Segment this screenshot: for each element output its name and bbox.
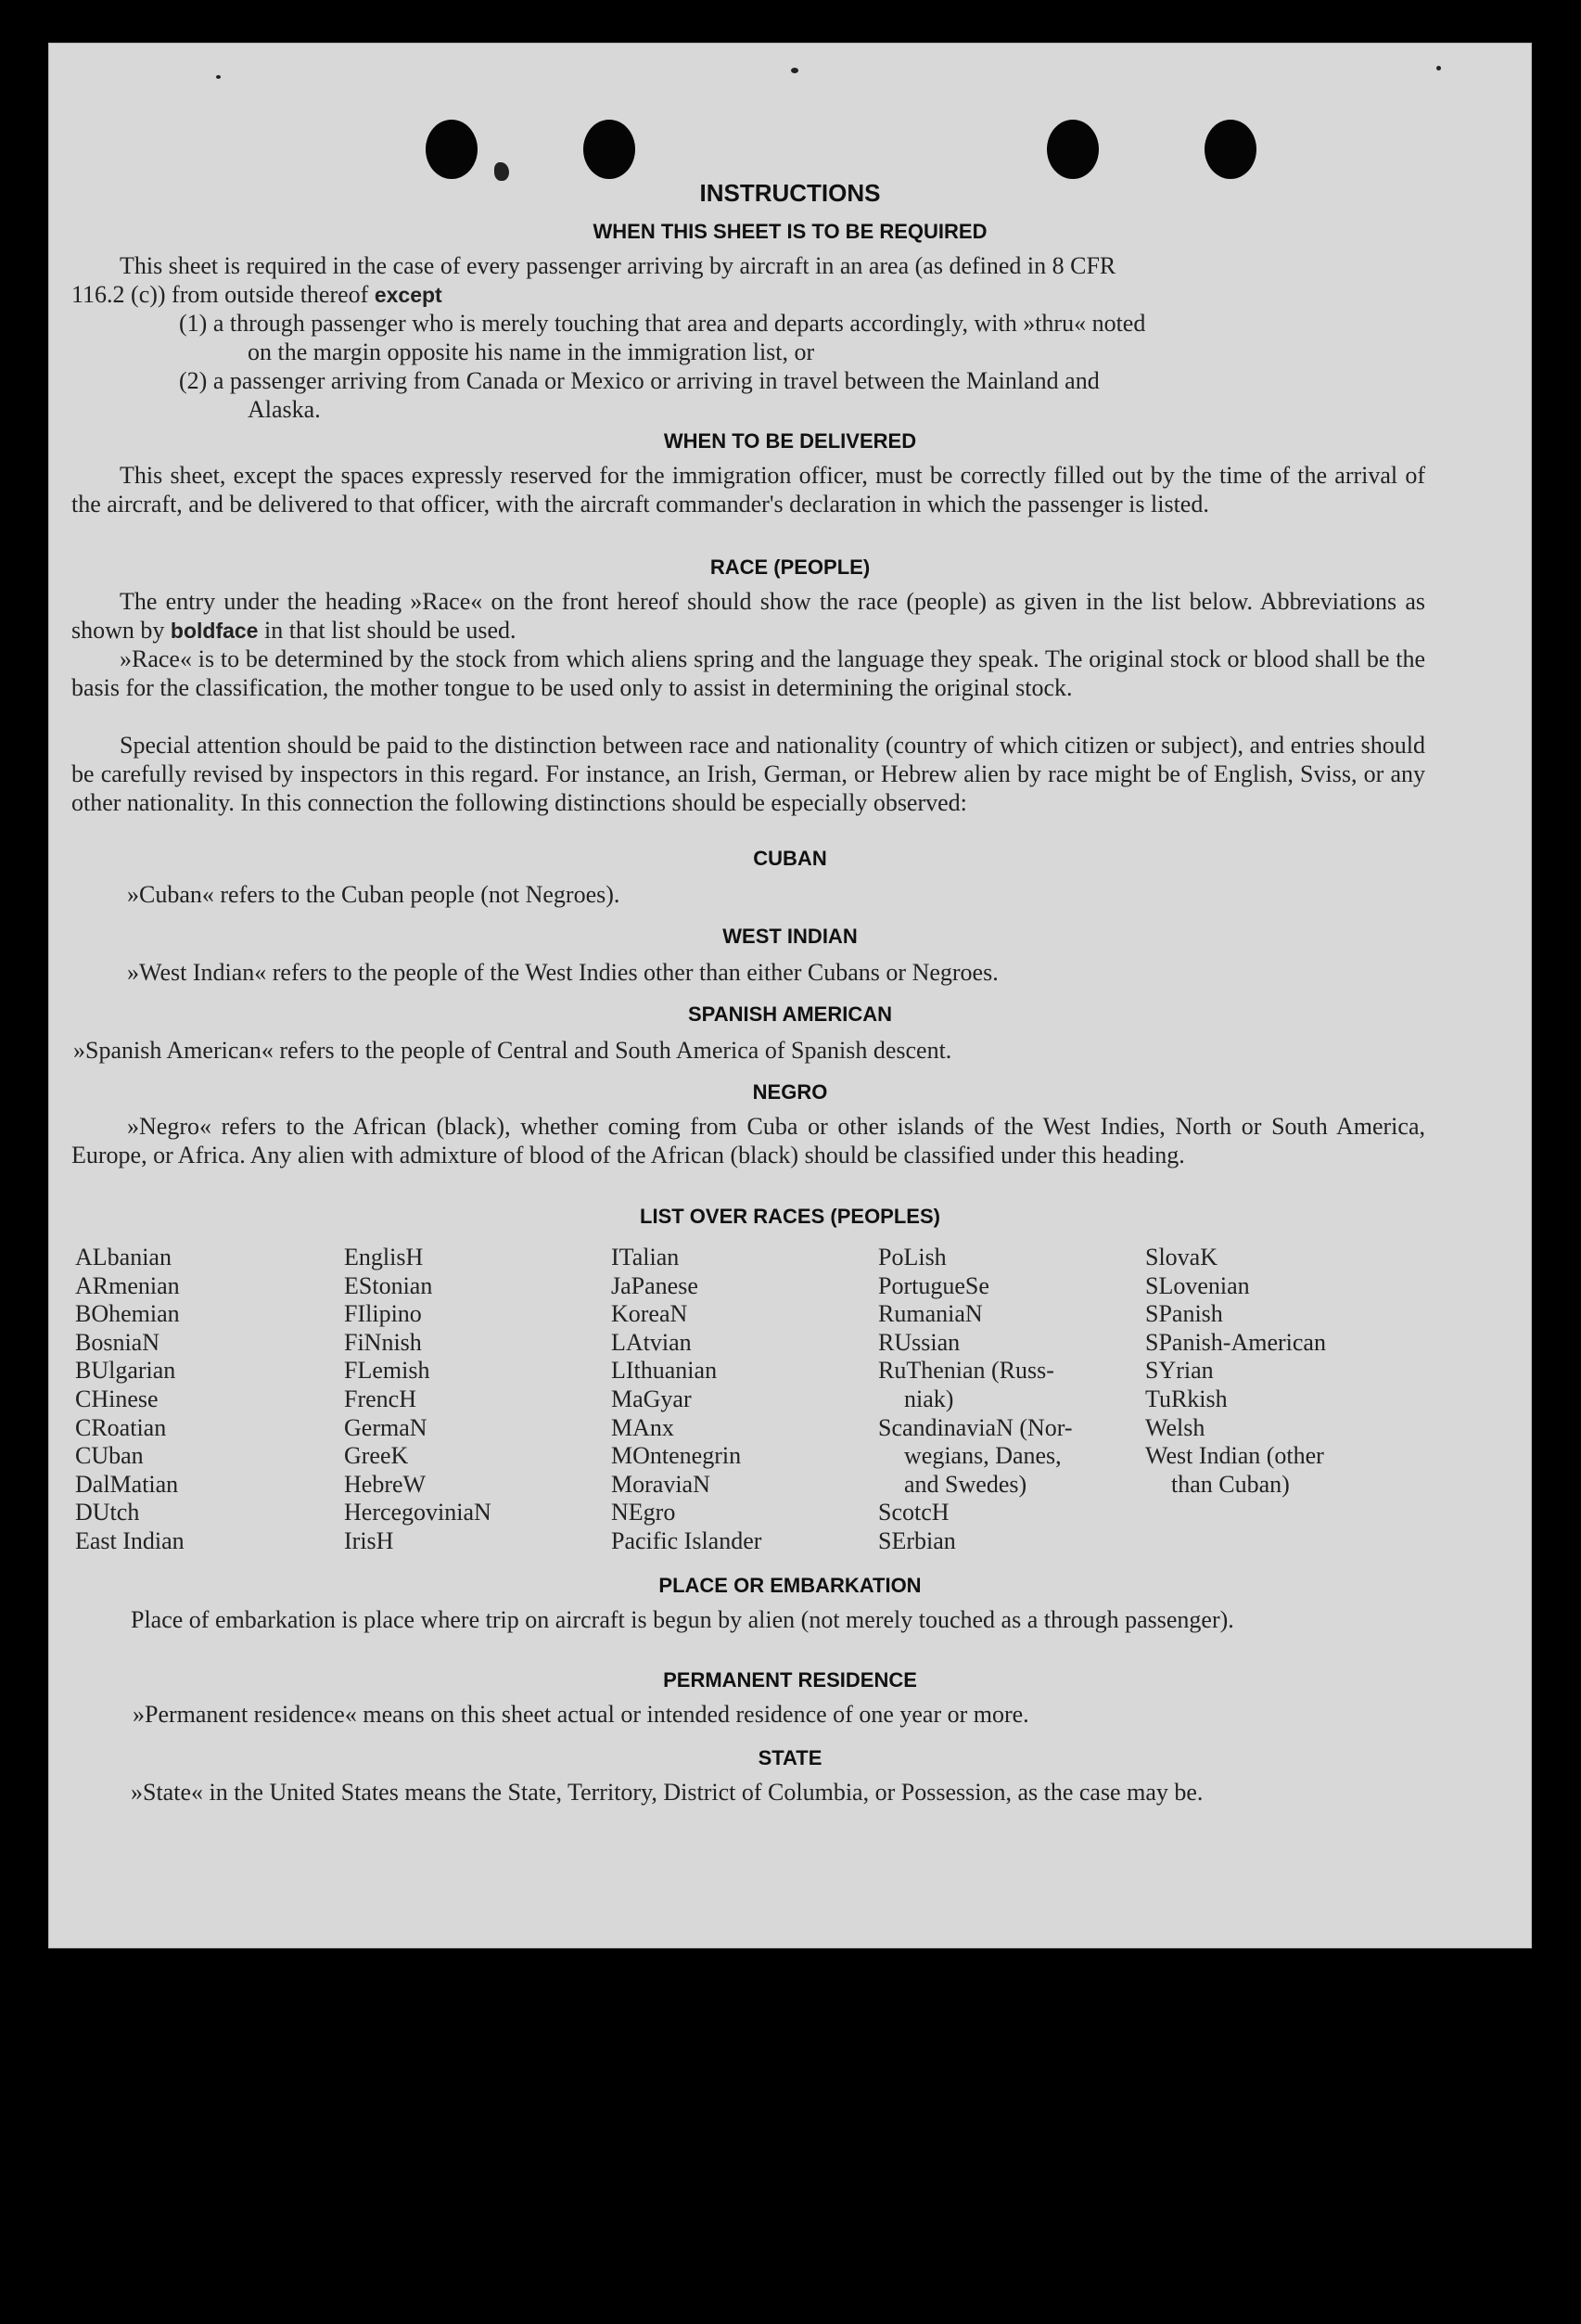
race-list-item: MoraviaN — [611, 1470, 710, 1498]
race-list-item: KoreaN — [611, 1300, 688, 1328]
except-bold: except — [374, 283, 442, 307]
heading-negro: NEGRO — [752, 1080, 828, 1104]
race-list-item-continued: than Cuban) — [1171, 1470, 1290, 1498]
race-list-item: TuRkish — [1145, 1385, 1228, 1412]
race-list-item: BosniaN — [75, 1328, 159, 1356]
race-list-item: FIlipino — [344, 1300, 422, 1328]
race-list-item: CHinese — [75, 1385, 159, 1412]
exception-2-line-1: (2) a passenger arriving from Canada or Mexico or arriving in travel between the Mainland and — [179, 367, 1100, 394]
race-list-item: West Indian (other — [1145, 1442, 1324, 1470]
heading-cuban: CUBAN — [753, 847, 827, 870]
permanent-residence-text: »Permanent residence« means on this sheet actual or intended residence of one year or more. — [133, 1701, 1029, 1728]
exception-2-line-2: Alaska. — [248, 396, 321, 423]
race-list-item-continued: wegians, Danes, — [904, 1442, 1062, 1470]
race-list-item: MaGyar — [611, 1385, 692, 1412]
heading-west-indian: WEST INDIAN — [722, 925, 858, 948]
race-list-item: HercegoviniaN — [344, 1499, 491, 1526]
race-list-item: Welsh — [1145, 1413, 1205, 1441]
race-list-item: GreeK — [344, 1442, 409, 1470]
race-list-column-5 — [1145, 1244, 1326, 1499]
exception-1-line-1: (1) a through passenger who is merely touching that area and departs accordingly, with »thru« noted — [179, 310, 1146, 337]
when-required-line-2-text: 116.2 (c)) from outside thereof — [71, 281, 369, 308]
ink-speck — [216, 75, 221, 79]
heading-spanish-american: SPANISH AMERICAN — [687, 1002, 892, 1026]
exception-1-line-2: on the margin opposite his name in the immigration list, or — [248, 338, 815, 365]
race-list-item: JaPanese — [611, 1271, 698, 1299]
race-list-item: EStonian — [344, 1271, 433, 1299]
heading-permanent-residence: PERMANENT RESIDENCE — [663, 1668, 917, 1692]
when-delivered-text: This sheet, except the spaces expressly reserved for the immigration officer, must be correctly filled out by the time of the arrival of the aircraft, and be delivered to that officer, with the aircraft commander's declaration in which the passenger is listed. — [71, 462, 1425, 517]
race-list-item: PoLish — [878, 1244, 947, 1271]
race-list-item: Pacific Islander — [611, 1526, 762, 1554]
race-list-item: SPanish-American — [1145, 1328, 1326, 1356]
negro-text: »Negro« refers to the African (black), whether coming from Cuba or other islands of the West Indies, North or South America, Europe, or Africa. Any alien with admixture of blood of the African (black) should be classified under this heading. — [71, 1113, 1425, 1168]
punch-hole — [1047, 120, 1099, 179]
race-list-item: SYrian — [1145, 1357, 1214, 1385]
race-list-item: RumaniaN — [878, 1300, 983, 1328]
race-list-item: BUlgarian — [75, 1357, 176, 1385]
race-list-item: FLemish — [344, 1357, 430, 1385]
when-required-line-2 — [71, 280, 1425, 310]
race-list-item: LIthuanian — [611, 1357, 718, 1385]
cuban-text: »Cuban« refers to the Cuban people (not Negroes). — [127, 881, 620, 908]
punch-hole — [426, 120, 478, 179]
heading-state: STATE — [758, 1746, 822, 1769]
race-list-item: FiNnish — [344, 1328, 422, 1356]
heading-race: RACE (PEOPLE) — [709, 555, 871, 579]
when-required-line-1: This sheet is required in the case of every passenger arriving by aircraft in an area (as defined in 8 CFR — [120, 252, 1116, 279]
race-list-item: ALbanian — [75, 1244, 172, 1271]
heading-race-list: LIST OVER RACES (PEOPLES) — [640, 1205, 940, 1228]
race-list-item: ARmenian — [75, 1271, 180, 1299]
race-list-item: MAnx — [611, 1413, 674, 1441]
race-paragraph-1-a: The entry under the heading »Race« on the front hereof should show the race (people) as given in the list below. Abbreviations as shown by — [71, 588, 1425, 644]
page-title: INSTRUCTIONS — [699, 179, 881, 207]
race-list-item: CUban — [75, 1442, 144, 1470]
race-list-column-3 — [611, 1244, 761, 1556]
spanish-american-text: »Spanish American« refers to the people of Central and South America of Spanish descent. — [73, 1037, 952, 1064]
race-list-item: East Indian — [75, 1526, 185, 1554]
race-list-item: SLovenian — [1145, 1271, 1250, 1299]
boldface-word: boldface — [170, 619, 259, 643]
race-paragraph-1 — [71, 587, 1425, 645]
state-text: »State« in the United States means the State, Territory, District of Columbia, or Possession, as the case may be. — [131, 1779, 1204, 1806]
race-list-item: ScandinaviaN (Nor- — [878, 1413, 1073, 1441]
race-list-item: CRoatian — [75, 1413, 167, 1441]
heading-embarkation: PLACE OR EMBARKATION — [658, 1574, 922, 1597]
race-list-item: LAtvian — [611, 1328, 692, 1356]
race-list-item: RuThenian (Russ- — [878, 1357, 1054, 1385]
race-list-column-1 — [75, 1244, 185, 1556]
race-list-item: HebreW — [344, 1470, 427, 1498]
race-list-item: EnglisH — [344, 1244, 424, 1271]
race-paragraph-1-b: in that list should be used. — [263, 617, 516, 644]
race-list-item: SPanish — [1145, 1300, 1223, 1328]
race-list-item: PortugueSe — [878, 1271, 989, 1299]
race-list-column-2 — [344, 1244, 491, 1556]
punch-hole — [583, 120, 635, 179]
race-list-item-continued: and Swedes) — [904, 1470, 1027, 1498]
race-list-item: NEgro — [611, 1499, 676, 1526]
race-paragraph-2: »Race« is to be determined by the stock from which aliens spring and the language they speak. The original stock or blood shall be the basis for the classification, the mother tongue to be used only to assist in determining the original stock. — [71, 645, 1425, 701]
document-page — [48, 43, 1532, 1948]
race-list-item: IrisH — [344, 1526, 394, 1554]
race-list-item: DalMatian — [75, 1470, 179, 1498]
race-list-item: SlovaK — [1145, 1244, 1218, 1271]
west-indian-text: »West Indian« refers to the people of the West Indies other than either Cubans or Negroes. — [127, 959, 999, 986]
race-list-item: RUssian — [878, 1328, 961, 1356]
heading-when-delivered: WHEN TO BE DELIVERED — [663, 429, 917, 453]
race-list-item: GermaN — [344, 1413, 427, 1441]
race-list-item-continued: niak) — [904, 1385, 954, 1412]
ink-speck — [791, 68, 798, 73]
race-list-item: MOntenegrin — [611, 1442, 742, 1470]
race-paragraph-3: Special attention should be paid to the distinction between race and nationality (country of which citizen or subject), and entries should be carefully revised by inspectors in this regard. For instance, an Irish, German, or Hebrew alien by race might be of English, Sviss, or any other nationality. In this connection the following distinctions should be especially observed: — [71, 732, 1425, 816]
race-list-item: ITalian — [611, 1244, 680, 1271]
punch-hole — [1205, 120, 1256, 179]
race-list-item: BOhemian — [75, 1300, 180, 1328]
race-list-item: DUtch — [75, 1499, 140, 1526]
race-list-item: SErbian — [878, 1526, 956, 1554]
race-list-item: FrencH — [344, 1385, 416, 1412]
ink-speck — [494, 162, 509, 181]
ink-speck — [1436, 66, 1441, 70]
embarkation-text: Place of embarkation is place where trip on aircraft is begun by alien (not merely touched as a through passenger). — [131, 1606, 1234, 1633]
race-list-item: ScotcH — [878, 1499, 950, 1526]
heading-when-required: WHEN THIS SHEET IS TO BE REQUIRED — [593, 220, 988, 243]
race-list-column-4 — [878, 1244, 1073, 1556]
